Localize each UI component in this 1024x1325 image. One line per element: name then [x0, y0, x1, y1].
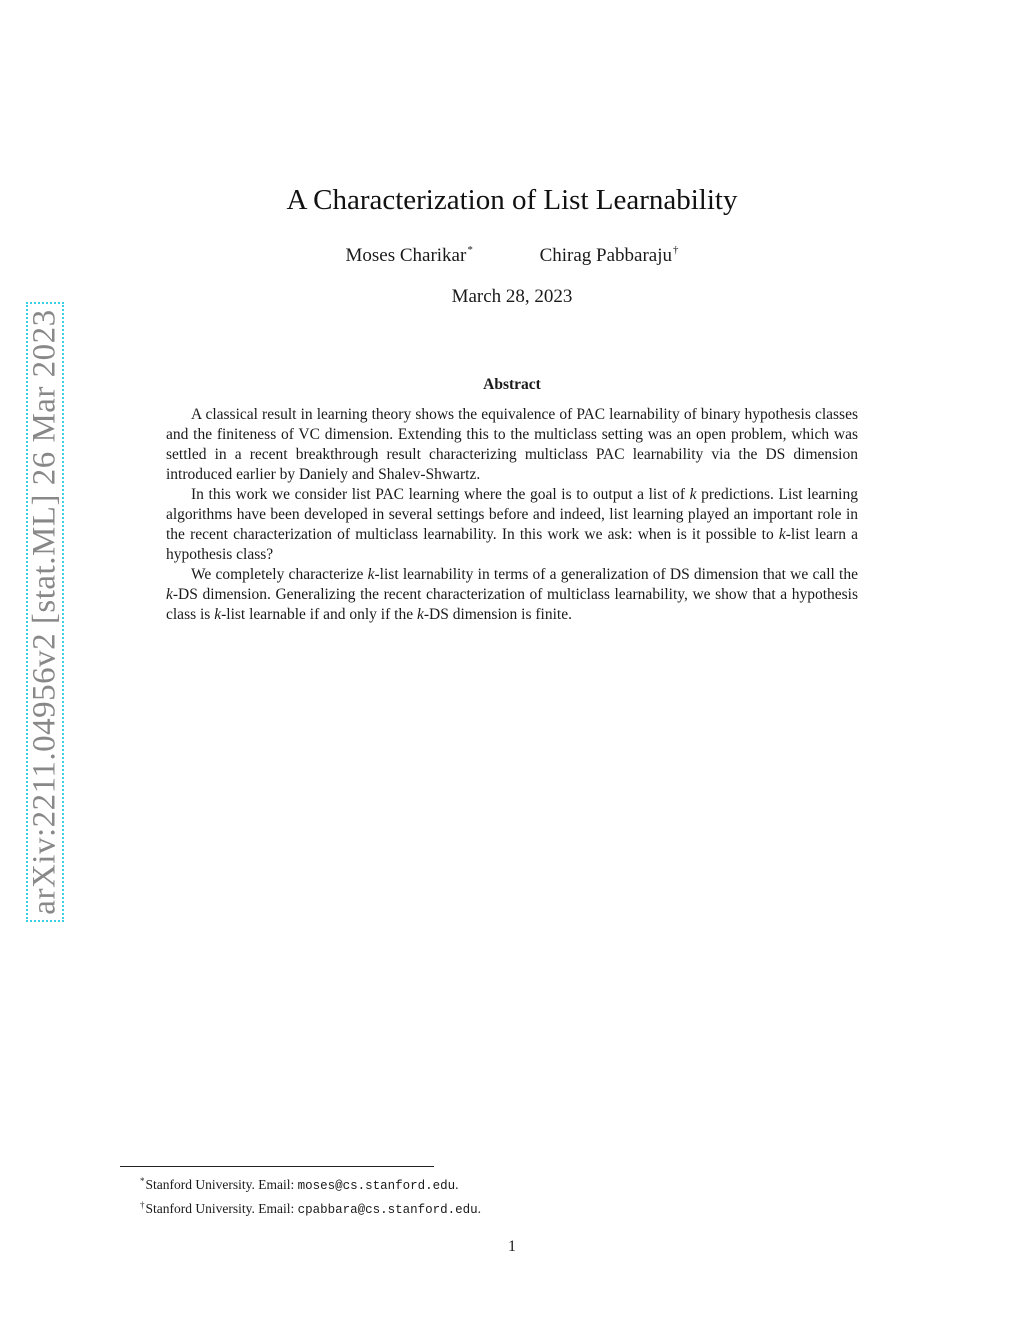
paper-title: A Characterization of List Learnability — [286, 184, 738, 216]
footnote-text: Stanford University. Email: — [145, 1177, 298, 1192]
author-footnote-mark[interactable]: † — [673, 244, 679, 256]
math-variable-k: k — [778, 526, 786, 543]
author — [540, 244, 679, 267]
arxiv-stamp — [26, 302, 64, 922]
footnote-text: Stanford University. Email: — [145, 1201, 298, 1216]
arxiv-id: arXiv:2211.04956v2 [stat.ML] 26 Mar 2023 — [26, 309, 63, 915]
footnote-mark: * — [140, 1176, 145, 1186]
author — [345, 244, 472, 267]
math-variable-k: k — [367, 566, 375, 583]
abstract-paragraph: A classical result in learning theory shows the equivalence of PAC learnability of binary hypothesis classes and the finiteness of VC dimension. Extending this to the multiclass setting was an open problem, which was settled in a recent breakthrough result characterizing multiclass PAC learnability via the DS dimension introduced earlier by Daniely and Shalev-Shwartz. — [166, 406, 858, 483]
abstract-paragraph: In this work we consider list PAC learning where the goal is to output a list of k predictions. List learning algorithms have been developed in several settings before and indeed, list learning played an important role in the recent characterization of multiclass learnability. In this work we ask: when is it possible to k-list learn a hypothesis class? — [166, 486, 858, 563]
footnote-mark: † — [140, 1200, 145, 1210]
author-name: Chirag Pabbaraju — [539, 245, 673, 266]
author-name: Moses Charikar — [345, 245, 467, 266]
math-variable-k: k — [214, 606, 222, 623]
abstract-paragraph: We completely characterize k-list learnability in terms of a generalization of DS dimension that we call the k-DS dimension. Generalizing the recent characterization of multiclass learnability, we show that a hypothesis class is k-list learnable if and only if the k-DS dimension is finite. — [166, 566, 858, 623]
footnote-end: . — [477, 1201, 482, 1216]
footnote-end: . — [455, 1177, 459, 1192]
abstract-body — [166, 405, 858, 625]
email-link[interactable]: cpabbara@cs.stanford.edu — [297, 1203, 478, 1217]
author-list — [0, 244, 1024, 267]
email-link[interactable]: moses@cs.stanford.edu — [297, 1179, 456, 1193]
math-variable-k: k — [416, 606, 424, 623]
paper-date: March 28, 2023 — [451, 286, 573, 307]
author-footnote-mark[interactable]: * — [467, 244, 473, 256]
math-variable-k: k — [689, 486, 697, 503]
page-number: 1 — [508, 1238, 516, 1255]
footnote-rule — [120, 1166, 434, 1167]
abstract-heading: Abstract — [483, 376, 541, 393]
math-variable-k: k — [166, 586, 173, 603]
footnote — [140, 1172, 481, 1196]
footnotes — [140, 1172, 481, 1220]
footnote — [140, 1196, 481, 1220]
